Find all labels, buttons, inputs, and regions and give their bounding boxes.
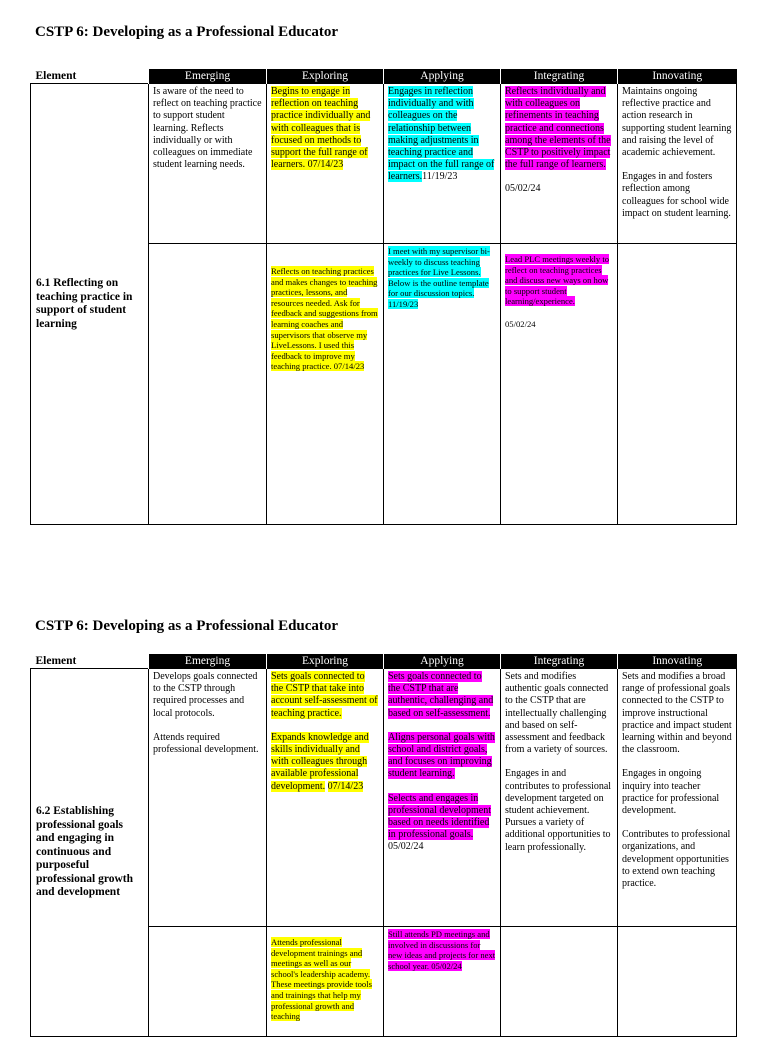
header-row [31, 69, 737, 84]
element-header: Element [31, 69, 149, 84]
rubric-section-6-2 [30, 654, 736, 1037]
descriptor-text: Engages in ongoing inquiry into teacher practice for professional development. [622, 768, 720, 817]
level-header-applying: Applying [384, 654, 501, 669]
cell-exploring [267, 84, 384, 244]
level-header-exploring: Exploring [267, 654, 384, 669]
evidence-applying [384, 927, 501, 1037]
cell-emerging [149, 669, 267, 927]
cell-integrating [501, 84, 618, 244]
cell-innovating [618, 84, 737, 244]
rubric-section-6-1 [30, 69, 736, 525]
evidence-text: I meet with my supervisor bi-weekly to discuss teaching practices for Live Lessons. Below is the outline template for our discussion topics. 11/19/23 [388, 246, 490, 309]
descriptor-text: Reflects individually and with colleagues on refinements in teaching practice and connections among the elements of the CSTP to positively impact the full range of learners. [505, 86, 611, 171]
level-header-innovating: Innovating [618, 654, 737, 669]
evidence-innovating [618, 927, 737, 1037]
header-row [31, 654, 737, 669]
page-title-2: CSTP 6: Developing as a Professional Educator [35, 618, 339, 634]
level-header-innovating: Innovating [618, 69, 737, 84]
descriptor-row [31, 669, 737, 927]
level-header-integrating: Integrating [501, 654, 618, 669]
descriptor-text: Engages in reflection individually and with colleagues on the relationship between making adjustments in teaching practice and impact on the full range of learners. [388, 86, 495, 183]
evidence-emerging [149, 927, 267, 1037]
descriptor-text: Aligns personal goals with school and district goals, and focuses on improving student learning. [388, 731, 495, 780]
evidence-integrating [501, 927, 618, 1037]
descriptor-text: Is aware of the need to reflect on teaching practice to support student learning. Reflects individually or with colleagues on immediate student learning needs. [153, 86, 262, 171]
evidence-integrating [501, 244, 618, 525]
descriptor-text: Attends required professional development. [153, 731, 259, 756]
descriptor-text: Selects and engages in professional development based on needs identified in professional goals. [388, 792, 492, 841]
descriptor-text: Sets goals connected to the CSTP that take into account self-assessment of teaching practice. [271, 671, 378, 719]
level-header-emerging: Emerging [149, 654, 267, 669]
evidence-applying [384, 244, 501, 525]
date-text: 05/02/24 [388, 841, 424, 853]
evidence-exploring [267, 927, 384, 1037]
descriptor-text: Contributes to professional organizations, and development opportunities to extend own teaching practice. [622, 829, 731, 890]
page-title: CSTP 6: Developing as a Professional Educator [35, 24, 339, 40]
evidence-exploring [267, 244, 384, 525]
descriptor-text: Expands knowledge and skills individually and with colleagues through available professional development. [271, 731, 369, 792]
date-text: 07/14/23 [327, 780, 364, 792]
evidence-text: Reflects on teaching practices and makes changes to teaching practices, lessons, and resources needed. Ask for feedback and suggestions from learning coaches and supervisors that observe my LiveLessons. I used this feedback to improve my teaching practice. 07/14/23 [271, 266, 378, 372]
element-header: Element [31, 654, 149, 669]
descriptor-text: Begins to engage in reflection on teaching practice individually and with colleagues that is focused on methods to support the full range of learners. 07/14/23 [271, 86, 371, 171]
evidence-emerging [149, 244, 267, 525]
descriptor-text: Sets goals connected to the CSTP that are authentic, challenging and based on self-assessment. [388, 671, 494, 719]
level-header-emerging: Emerging [149, 69, 267, 84]
cell-applying [384, 84, 501, 244]
descriptor-row [31, 84, 737, 244]
cell-integrating [501, 669, 618, 927]
descriptor-text: Engages in and fosters reflection among colleagues for school wide impact on student learning. [622, 171, 731, 219]
date-text: 05/02/24 [505, 183, 541, 195]
level-header-exploring: Exploring [267, 69, 384, 84]
rubric-table [30, 654, 737, 1037]
element-cell: 6.1 Reflecting on teaching practice in support of student learning [31, 84, 149, 525]
evidence-innovating [618, 244, 737, 525]
descriptor-text: Develops goals connected to the CSTP through required processes and local protocols. [153, 671, 258, 719]
level-header-integrating: Integrating [501, 69, 618, 84]
evidence-text: Still attends PD meetings and involved in discussions for new ideas and projects for next school year. 05/02/24 [388, 929, 496, 971]
cell-innovating [618, 669, 737, 927]
cell-applying [384, 669, 501, 927]
date-text: 11/19/23 [422, 171, 458, 183]
cell-emerging [149, 84, 267, 244]
element-cell: 6.2 Establishing professional goals and engaging in continuous and purposeful professional growth and development [31, 669, 149, 1037]
date-text: 05/02/24 [505, 318, 536, 329]
evidence-text: Lead PLC meetings weekly to reflect on teaching practices and discuss new ways on how to support student learning/experience. [505, 254, 610, 307]
descriptor-text: Sets and modifies a broad range of professional goals connected to the CSTP to improve instructional practice and impact student learning within and beyond the classroom. [622, 671, 732, 756]
descriptor-text: Sets and modifies authentic goals connected to the CSTP that are intellectually challenging and based on self-assessment and feedback from a variety of sources. [505, 671, 609, 756]
cell-exploring [267, 669, 384, 927]
level-header-applying: Applying [384, 69, 501, 84]
evidence-text: Attends professional development trainings and meetings as well as our school's leadership academy. These meetings provide tools and trainings that help my professional growth and teaching [271, 937, 372, 1022]
rubric-table [30, 69, 737, 525]
descriptor-text: Engages in and contributes to professional development targeted on student achievement. Pursues a variety of additional opportunities to learn professionally. [505, 768, 612, 853]
descriptor-text: Maintains ongoing reflective practice and action research in supporting student learning and raising the level of academic achievement. [622, 86, 732, 159]
